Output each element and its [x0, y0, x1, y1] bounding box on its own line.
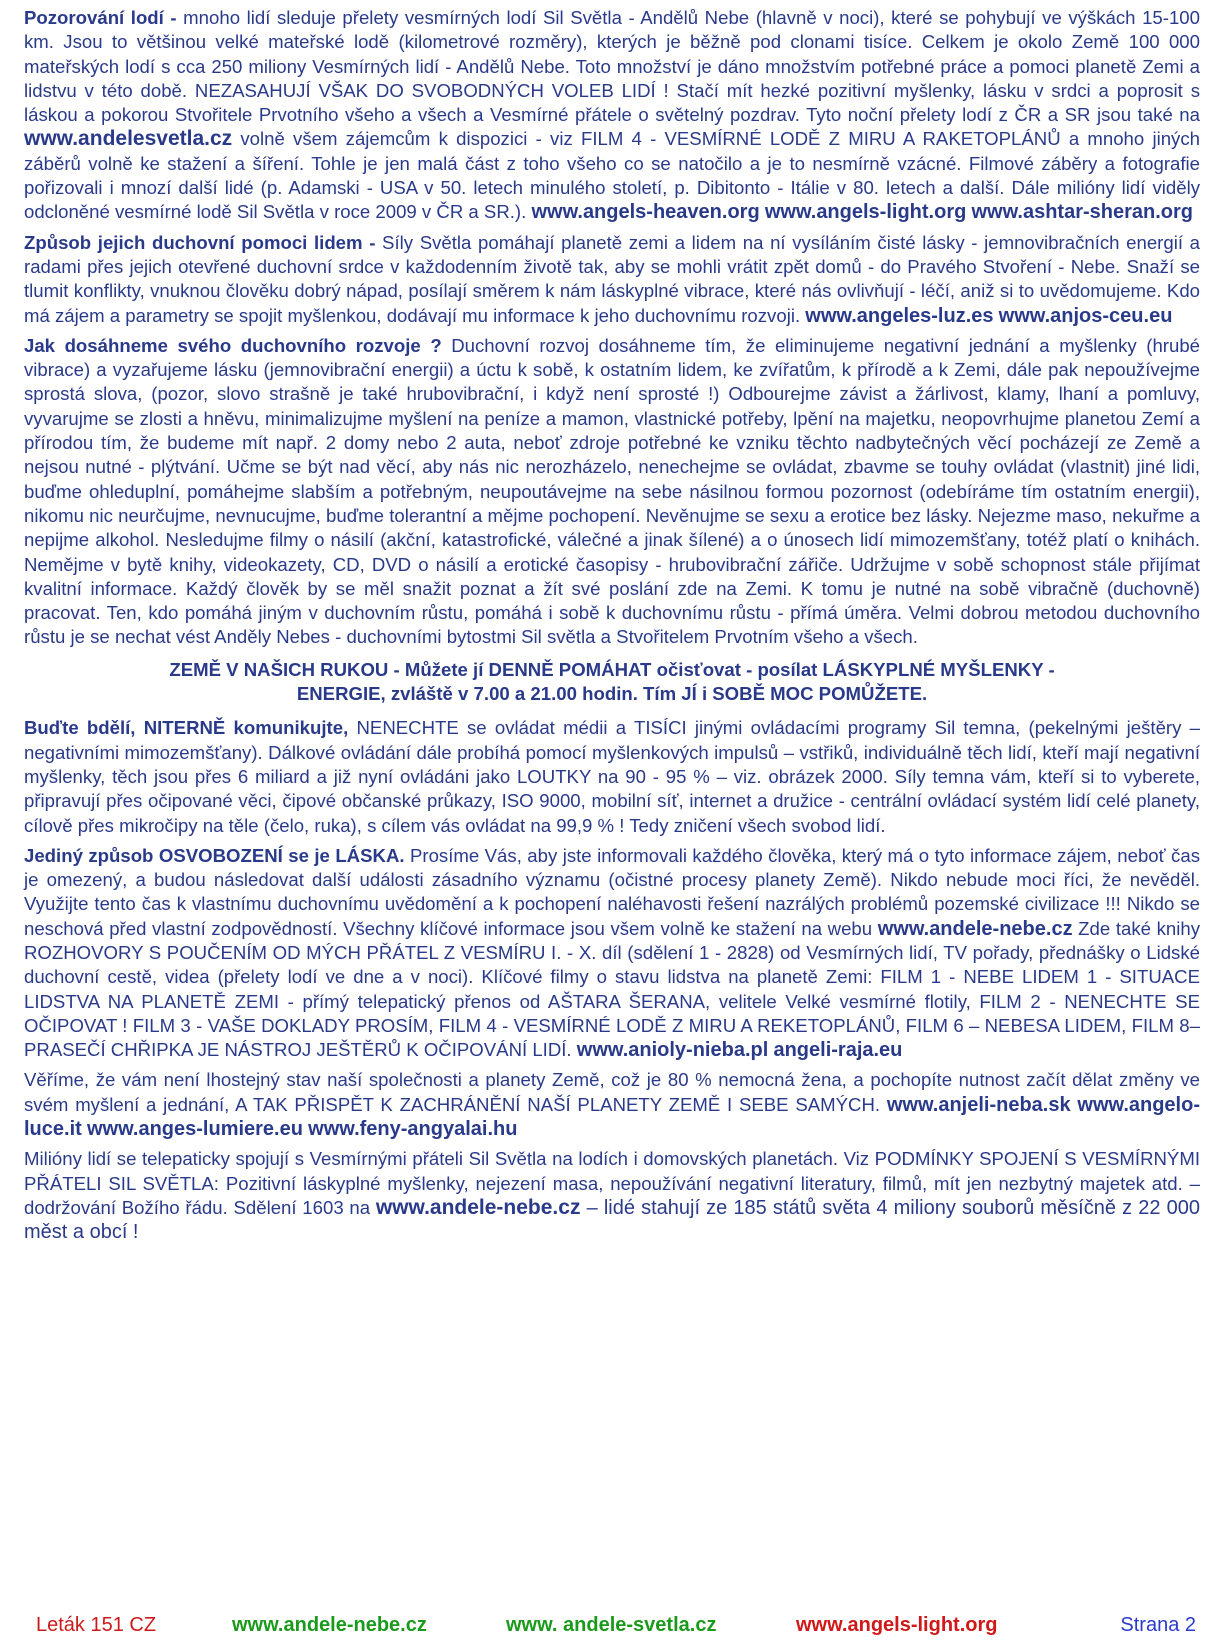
footer-page-number: Strana 2	[1120, 1614, 1196, 1636]
paragraph-ship-observation	[24, 6, 1200, 225]
paragraph-spiritual-help	[24, 231, 1200, 328]
paragraph-lead: Jak dosáhneme svého duchovního rozvoje ?	[24, 334, 442, 356]
paragraph-lead: Buďte bdělí, NITERNĚ komunikujte,	[24, 717, 349, 739]
paragraph-we-believe	[24, 1068, 1200, 1141]
footer-link-andele-nebe[interactable]: www.andele-nebe.cz	[232, 1614, 427, 1636]
link-angeli-raja[interactable]: angeli-raja.eu	[773, 1039, 903, 1062]
centered-callout	[24, 658, 1200, 707]
paragraph-text: – lidé stahují ze 185 států světa 4 miliony souborů měsíčně z 22 000 měst a obcí !	[24, 1196, 1201, 1244]
paragraph-telepathy	[24, 1147, 1200, 1244]
link-angels-heaven[interactable]: www.angels-heaven.org	[531, 201, 760, 224]
link-anjeli-neba[interactable]: www.anjeli-neba.sk	[886, 1093, 1071, 1116]
link-anjos-ceu[interactable]: www.anjos-ceu.eu	[998, 304, 1173, 327]
link-andele-nebe-2[interactable]: www.andele-nebe.cz	[375, 1195, 581, 1219]
paragraph-lead: Pozorování lodí -	[24, 7, 177, 28]
paragraph-spiritual-development	[24, 334, 1200, 650]
footer-leaflet-number: Leták 151 CZ	[36, 1614, 157, 1636]
paragraph-text: Milióny lidí se telepaticky spojují s Vesmírnými přáteli Sil Světla na lodích i domovských planetách. Viz PODMÍNKY SPOJENÍ S VESMÍRNÝMI PŘÁTELI SIL SVĚTLA: Pozitivní láskyplné myšlenky, nejezení masa, nepoužívání negativní literatury, filmů, mít jen nezbytný majetek atd. – dodržování Božího řádu. Sdělení 1603 na	[24, 1148, 1200, 1218]
callout-line-1: ZEMĚ V NAŠICH RUKOU - Můžete jí DENNĚ POMÁHAT očisťovat - posílat LÁSKYPLNÉ MYŠLENKY -	[169, 658, 1055, 680]
link-angeles-luz[interactable]: www.angeles-luz.es	[805, 304, 994, 327]
paragraph-lead: Způsob jejich duchovní pomoci lidem -	[24, 231, 376, 253]
link-andelesvetla[interactable]: www.andelesvetla.cz	[24, 127, 233, 151]
paragraph-text: mnoho lidí sleduje přelety vesmírných lodí Sil Světla - Andělů Nebe (hlavně v noci), které se pohybují ve výškách 15-100 km. Jsou to většinou velké mateřské lodě (kilometrové rozměry), kterých je běžně pod clonami tisíce. Celkem je okolo Země 100 000 mateřských lodí s cca 250 miliony Vesmírných lidí - Andělů Nebe. Toto množství je dáno množstvím potřebné práce a pomoci planetě Zemi a lidstvu v této době. NEZASAHUJÍ VŠAK DO SVOBODNÝCH VOLEB LIDÍ ! Stačí mít hezké pozitivní myšlenky, lásku v srdci a poprosit s láskou a pokorou Stvořitele Prvotního všeho a všech a Vesmírné přátele o světelný pozdrav. Tyto noční přelety lodí z ČR a SR jsou také na	[24, 7, 1200, 126]
callout-line-2: ENERGIE, zvláště v 7.00 a 21.00 hodin. Tím JÍ i SOBĚ MOC POMŮŽETE.	[296, 683, 928, 705]
paragraph-be-vigilant	[24, 716, 1200, 837]
paragraph-text: NENECHTE se ovládat médii a TISÍCI jinými ovládacími programy Sil temna, (pekelnými ještěry – negativními mimozemšťany). Dálkové ovládání dále probíhá pomocí myšlenkových impulsů – vstřiků, individuálně těch lidí, kteří mají negativní myšlenky, těch jsou přes 6 miliard a již nyní ovládáni jako LOUTKY na 90 - 95 % – viz. obrázek 2000. Síly temna vám, kteří si to vyberete, připravují přes očipované věci, čipové občanské průkazy, ISO 9000, mobilní síť, internet a družice - centrální ovládací systém lidí celé planety, cílově přes mikročipy na těle (čelo, ruka), s cílem vás ovládat na 99,9 % ! Tedy zničení všech svobod lidí.	[24, 717, 1200, 836]
link-angelo-luce[interactable]: www.angelo-luce.it	[24, 1093, 1200, 1141]
link-feny-angyalai[interactable]: www.feny-angyalai.hu	[308, 1118, 518, 1141]
link-anges-lumiere[interactable]: www.anges-lumiere.eu	[86, 1118, 303, 1141]
paragraph-text: Věříme, že vám není lhostejný stav naší společnosti a planety Země, což je 80 % nemocná žena, a pochopíte nutnost začít dělat změny ve svém myšlení a jednání, A TAK PŘISPĚT K ZACHRÁNĚNÍ NAŠÍ PLANETY ZEMĚ I SEBE SAMÝCH.	[24, 1069, 1200, 1115]
link-andele-nebe[interactable]: www.andele-nebe.cz	[877, 917, 1073, 940]
paragraph-text: Zde také knihy ROZHOVORY S POUČENÍM OD MÝCH PŘÁTEL Z VESMÍRU I. - X. díl (sdělení 1 - 2828) od Vesmírných lidí, TV pořady, přednášky o Lidské duchovní cestě, videa (přelety lodí ve dne a v noci). Klíčové filmy o stavu lidstva na planetě Zemi: FILM 1 - NEBE LIDEM 1 - SITUACE LIDSTVA NA PLANETĚ ZEMI - přímý telepatický přenos od AŠTARA ŠERANA, velitele Velké vesmírné flotily, FILM 2 - NENECHTE SE OČIPOVAT ! FILM 3 - VAŠE DOKLADY PROSÍM, FILM 4 - VESMÍRNÉ LODĚ Z MIRU A REKETOPLÁNŮ, FILM 6 – NEBESA LIDEM, FILM 8–PRASEČÍ CHŘIPKA JE NÁSTROJ JEŠTĚRŮ K OČIPOVÁNÍ LIDÍ.	[24, 917, 1200, 1061]
paragraph-lead: Jediný způsob OSVOBOZENÍ se je LÁSKA.	[24, 844, 405, 866]
paragraph-text: Prosíme Vás, aby jste informovali každého člověka, který má o tyto informace zájem, neboť čas je omezený, a budou následovat další události zásadního významu (očistné procesy planety Země). Nikdo nebude moci říci, že nevěděl. Využijte tento čas k vlastnímu duchovnímu uvědomění a k pochopení naléhavosti řešení nazrálých problémů pozemské civilizace !!! Nikdo se neschová před vlastní zodpovědností. Všechny klíčové informace jsou všem volně ke stažení na webu	[24, 844, 1200, 939]
paragraph-liberation	[24, 844, 1200, 1063]
paragraph-text: volně všem zájemcům k dispozici - viz FILM 4 - VESMÍRNÉ LODĚ Z MIRU A RAKETOPLÁNŮ a mnoho jiných záběrů volně ke stažení a šíření. Tohle je jen malá část z toho všeho co se natočilo a je to nesmírně vzácné. Filmové záběry a fotografie pořizovali i mnozí další lidé (p. Adamski - USA v 50. letech minulého století, p. Dibitonto - Itálie v 80. letech a další. Dále milióny lidí viděly odcloněné vesmírné lodě Sil Světla v roce 2009 v ČR a SR.).	[24, 128, 1200, 223]
link-ashtar-sheran[interactable]: www.ashtar-sheran.org	[971, 201, 1194, 224]
footer-link-andele-svetla[interactable]: www. andele-svetla.cz	[506, 1614, 717, 1636]
link-anioly-nieba[interactable]: www.anioly-nieba.pl	[576, 1039, 769, 1062]
footer-link-angels-light[interactable]: www.angels-light.org	[796, 1614, 998, 1636]
link-angels-light[interactable]: www.angels-light.org	[764, 201, 967, 224]
document-body	[24, 6, 1200, 1251]
paragraph-text: Síly Světla pomáhají planetě zemi a lidem na ní vysíláním čisté lásky - jemnovibračních energií a radami přes jejich otevřené duchovní srdce v každodenním životě tak, aby se mohli vrátit zpět domů - do Pravého Stvoření - Nebe. Snaží se tlumit konflikty, vnuknou člověku dobrý nápad, posílají směrem k nám láskyplné vibrace, které nás ovlivňují - léčí, aniž si to uvědomujeme. Kdo má zájem a parametry se spojit myšlenkou, dodávají mu informace k jeho duchovnímu rozvoji.	[24, 231, 1200, 326]
paragraph-text: Duchovní rozvoj dosáhneme tím, že eliminujeme negativní jednání a myšlenky (hrubé vibrace) a vyzařujeme lásku (jemnovibrační energii) a úctu k sobě, k ostatním lidem, ke zvířatům, k přírodě a k Zemi, dále pak nepoužívejme sprostá slova, (pozor, slovo strašně je také hrubovibrační, i když není sprosté !) Odbourejme závist a žárlivost, klamy, lhaní a pomluvy, vyvarujme se zlosti a hněvu, minimalizujme myšlení na peníze a mamon, vlastnické potřeby, lpění na majetku, neopovrhujme planetou Zemí a přírodou tím, že budeme mít např. 2 domy nebo 2 auta, neboť zdroje potřebné ke vzniku těchto nadbytečných věcí pocházejí ze Země a nejsou nutné - plýtvání. Učme se být nad věcí, aby nás nic nerozházelo, nenechejme se ovládat, zbavme se touhy ovládat (vlastnit) jiné lidi, buďme ohleduplní, pomáhejme slabším a potřebným, neupoutávejme na sebe násilnou formou pozornost (odebíráme tím ostatním energii), nikomu nic neurčujme, nevnucujme, buďme tolerantní a mějme pochopení. Nevěnujme se sexu a erotice bez lásky. Nejezme maso, nekuřme a nepijme alkohol. Nesledujme filmy o násilí (akční, katastrofické, válečné a jinak šílené) a o únosech lidí mimozemšťany, totéž platí o knihách. Nemějme v bytě knihy, videokazety, CD, DVD o násilí a erotické časopisy - hrubovibrační zářiče. Udržujme v sobě schopnost stále přijímat kvalitní informace. Každý člověk by se měl snažit poznat a žít své poslání zde na Zemi. K tomu je nutné na sobě vibračně (duchovně) pracovat. Ten, kdo pomáhá jiným v duchovním růstu, pomáhá i sobě k duchovnímu růstu - přímá úměra. Velmi dobrou metodou duchovního růstu je se nechat vést Anděly Nebes - duchovními bytostmi Sil světla a Stvořitelem Prvotním všeho a všech.	[24, 334, 1200, 648]
page-footer	[36, 1614, 1196, 1642]
